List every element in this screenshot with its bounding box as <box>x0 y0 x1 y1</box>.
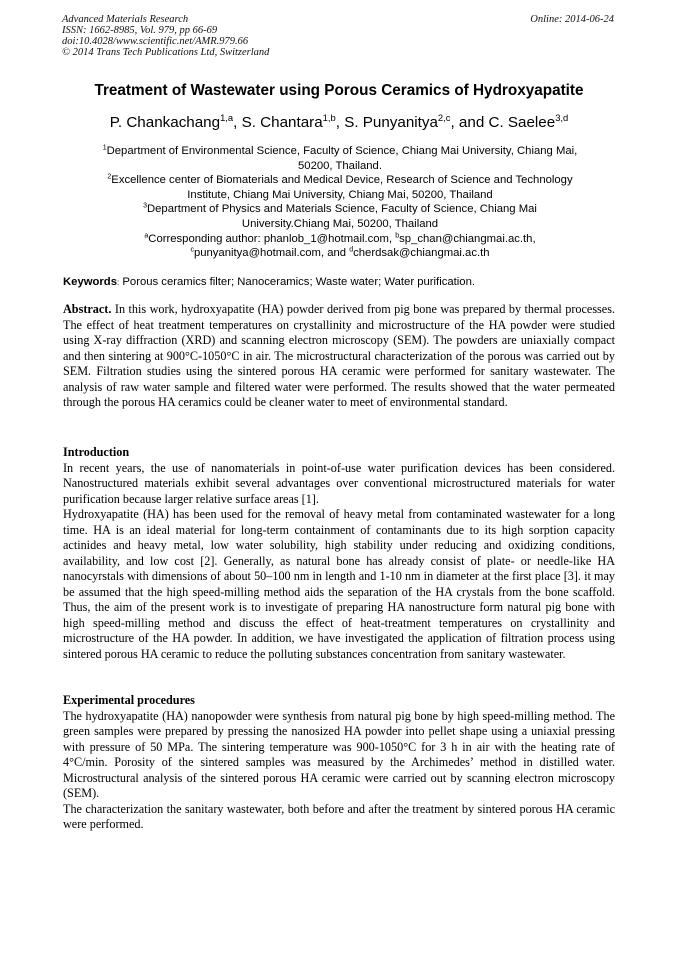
affil-text: Department of Physics and Materials Science, Faculty of Science, Chiang Mai <box>146 203 537 216</box>
author-affil-sup: 2,c <box>437 112 451 124</box>
online-date: Online: 2014-06-24 <box>530 14 614 25</box>
affil-sup: 2 <box>107 173 112 181</box>
experimental-heading: Experimental procedures <box>63 693 195 707</box>
keywords-text: Porous ceramics filter; Nanoceramics; Waste water; Water purification. <box>119 276 475 288</box>
journal-name: Advanced Materials Research <box>62 14 189 25</box>
abstract-text: In this work, hydroxyapatite (HA) powder derived from pig bone was prepared by thermal processes. The effect of heat treatment temperatures on crystallinity and microstructure of the HA powder were studied using X-ray diffraction (XRD) and scanning electron microscopy (SEM). The powders are uniaxially compact and then sintering at 900°C-1050°C in air. The microstructural characterization of the porous was carried out by SEM. Filtration studies using the sintered porous HA ceramic were performed for sanitary wastewater. The analysis of raw water sample and filtered water were performed. The results showed that the water permeated through the porous HA ceramics could be cleaner water to meet of environmental standard. <box>63 302 615 409</box>
journal-header <box>62 14 269 58</box>
affil-text: Excellence center of Biomaterials and Medical Device, Research of Science and Technology <box>111 174 573 187</box>
email-sup: b <box>395 232 400 240</box>
author-name: S. Chantara <box>241 114 323 131</box>
email-sup: c <box>190 246 194 254</box>
email-text: punyanitya@hotmail.com, and <box>193 247 350 260</box>
experimental-section <box>63 693 615 833</box>
author-name: S. Punyanitya <box>344 114 438 131</box>
affiliation-3-cont: University.Chiang Mai, 50200, Thailand <box>241 217 439 230</box>
introduction-paragraph: Hydroxyapatite (HA) has been used for the removal of heavy metal from contaminated wastewater for a long time. HA is an ideal material for long-term containment of contaminants due to its high sorption capacity actinides and heavy metal, low water solubility, high stability under reducing and oxidizing conditions, availability, and low cost [2]. Generally, as natural bone has already consist of plate- or needle-like HA nanocyrstals with dimensions of about 50–100 nm in length and 1-10 nm in diameter at the first place [3]. it may be assumed that the high speed-milling method aids the separation of the HA crystals from the bone scaffold. Thus, the aim of the present work is to investigate of preparing HA nanostructure form natural pig bone with high speed-milling method and discuss the effect of heat-treatment temperatures on crystallinity and microstructure of the HA powder. In addition, we have investigated the application of filtration process using sintered porous HA ceramic to reduce the polluting substances concentration from sanitary wastewater. <box>63 507 615 661</box>
introduction-heading: Introduction <box>63 445 130 459</box>
affiliation-2-cont: Institute, Chiang Mai University, Chiang Mai, 50200, Thailand <box>187 188 493 201</box>
affiliation-3 <box>70 202 610 217</box>
abstract-label: Abstract. <box>63 302 112 316</box>
issn-line: ISSN: 1662-8985, Vol. 979, pp 66-69 <box>62 25 218 36</box>
author-separator: , and <box>450 114 489 131</box>
email-sup: a <box>144 232 149 240</box>
doi-line: doi:10.4028/www.scientific.net/AMR.979.66 <box>62 36 249 47</box>
corresponding-emails <box>70 232 610 247</box>
author-list <box>0 114 678 131</box>
email-text: Corresponding author: phanlob_1@hotmail.com, <box>148 232 396 245</box>
affiliation-2 <box>70 173 610 188</box>
affil-text: Department of Environmental Science, Faculty of Science, Chiang Mai University, Chiang Mai, <box>106 145 578 157</box>
author-separator: , <box>233 114 242 131</box>
copyright-line: © 2014 Trans Tech Publications Ltd, Switzerland <box>62 47 270 58</box>
author-affil-sup: 1,b <box>322 112 336 124</box>
email-text: cherdsak@chiangmai.ac.th <box>353 247 490 260</box>
experimental-paragraph: The characterization the sanitary wastewater, both before and after the treatment by sintered porous HA ceramic were performed. <box>63 801 615 831</box>
author-affil-sup: 1,a <box>220 112 234 124</box>
introduction-section <box>63 445 615 662</box>
affil-sup: 1 <box>102 144 107 152</box>
affiliation-1 <box>70 144 610 159</box>
abstract-section <box>63 302 615 411</box>
paper-title: Treatment of Wastewater using Porous Ceramics of Hydroxyapatite <box>94 82 584 99</box>
keywords-line <box>63 276 615 288</box>
affiliation-1-cont: 50200, Thailand. <box>298 159 382 172</box>
author-separator: , <box>335 114 345 131</box>
author-name: C. Saelee <box>488 114 556 131</box>
corresponding-emails-cont <box>70 246 610 261</box>
affil-sup: 3 <box>143 203 147 211</box>
email-sup: d <box>349 246 354 254</box>
keywords-label: Keywords <box>63 276 117 288</box>
affiliations <box>70 144 610 261</box>
author-name: P. Chankachang <box>109 114 221 131</box>
author-affil-sup: 3,d <box>555 112 569 124</box>
email-text: sp_chan@chiangmai.ac.th, <box>399 232 536 245</box>
keywords-colon: : <box>117 278 120 287</box>
introduction-paragraph: In recent years, the use of nanomaterials in point-of-use water purification devices has been considered. Nanostructured materials exhibit several advantages over conventional microstructured materials for water purification because larger relative surface areas [1]. <box>63 460 615 506</box>
experimental-paragraph: The hydroxyapatite (HA) nanopowder were synthesis from natural pig bone by high speed-milling method. The green samples were prepared by pressing the nanosized HA powder into pellet shape using a uniaxial pressing with pressure of 50 MPa. The sintering temperature was 900-1050°C for 3 h in air with the heating rate of 4°C/min. Porosity of the sintered samples was measured by the Archimedes’ method in distilled water. Microstructural analysis of the sintered porous HA ceramic were carried out by scanning electron microscopy (SEM). <box>63 708 615 800</box>
